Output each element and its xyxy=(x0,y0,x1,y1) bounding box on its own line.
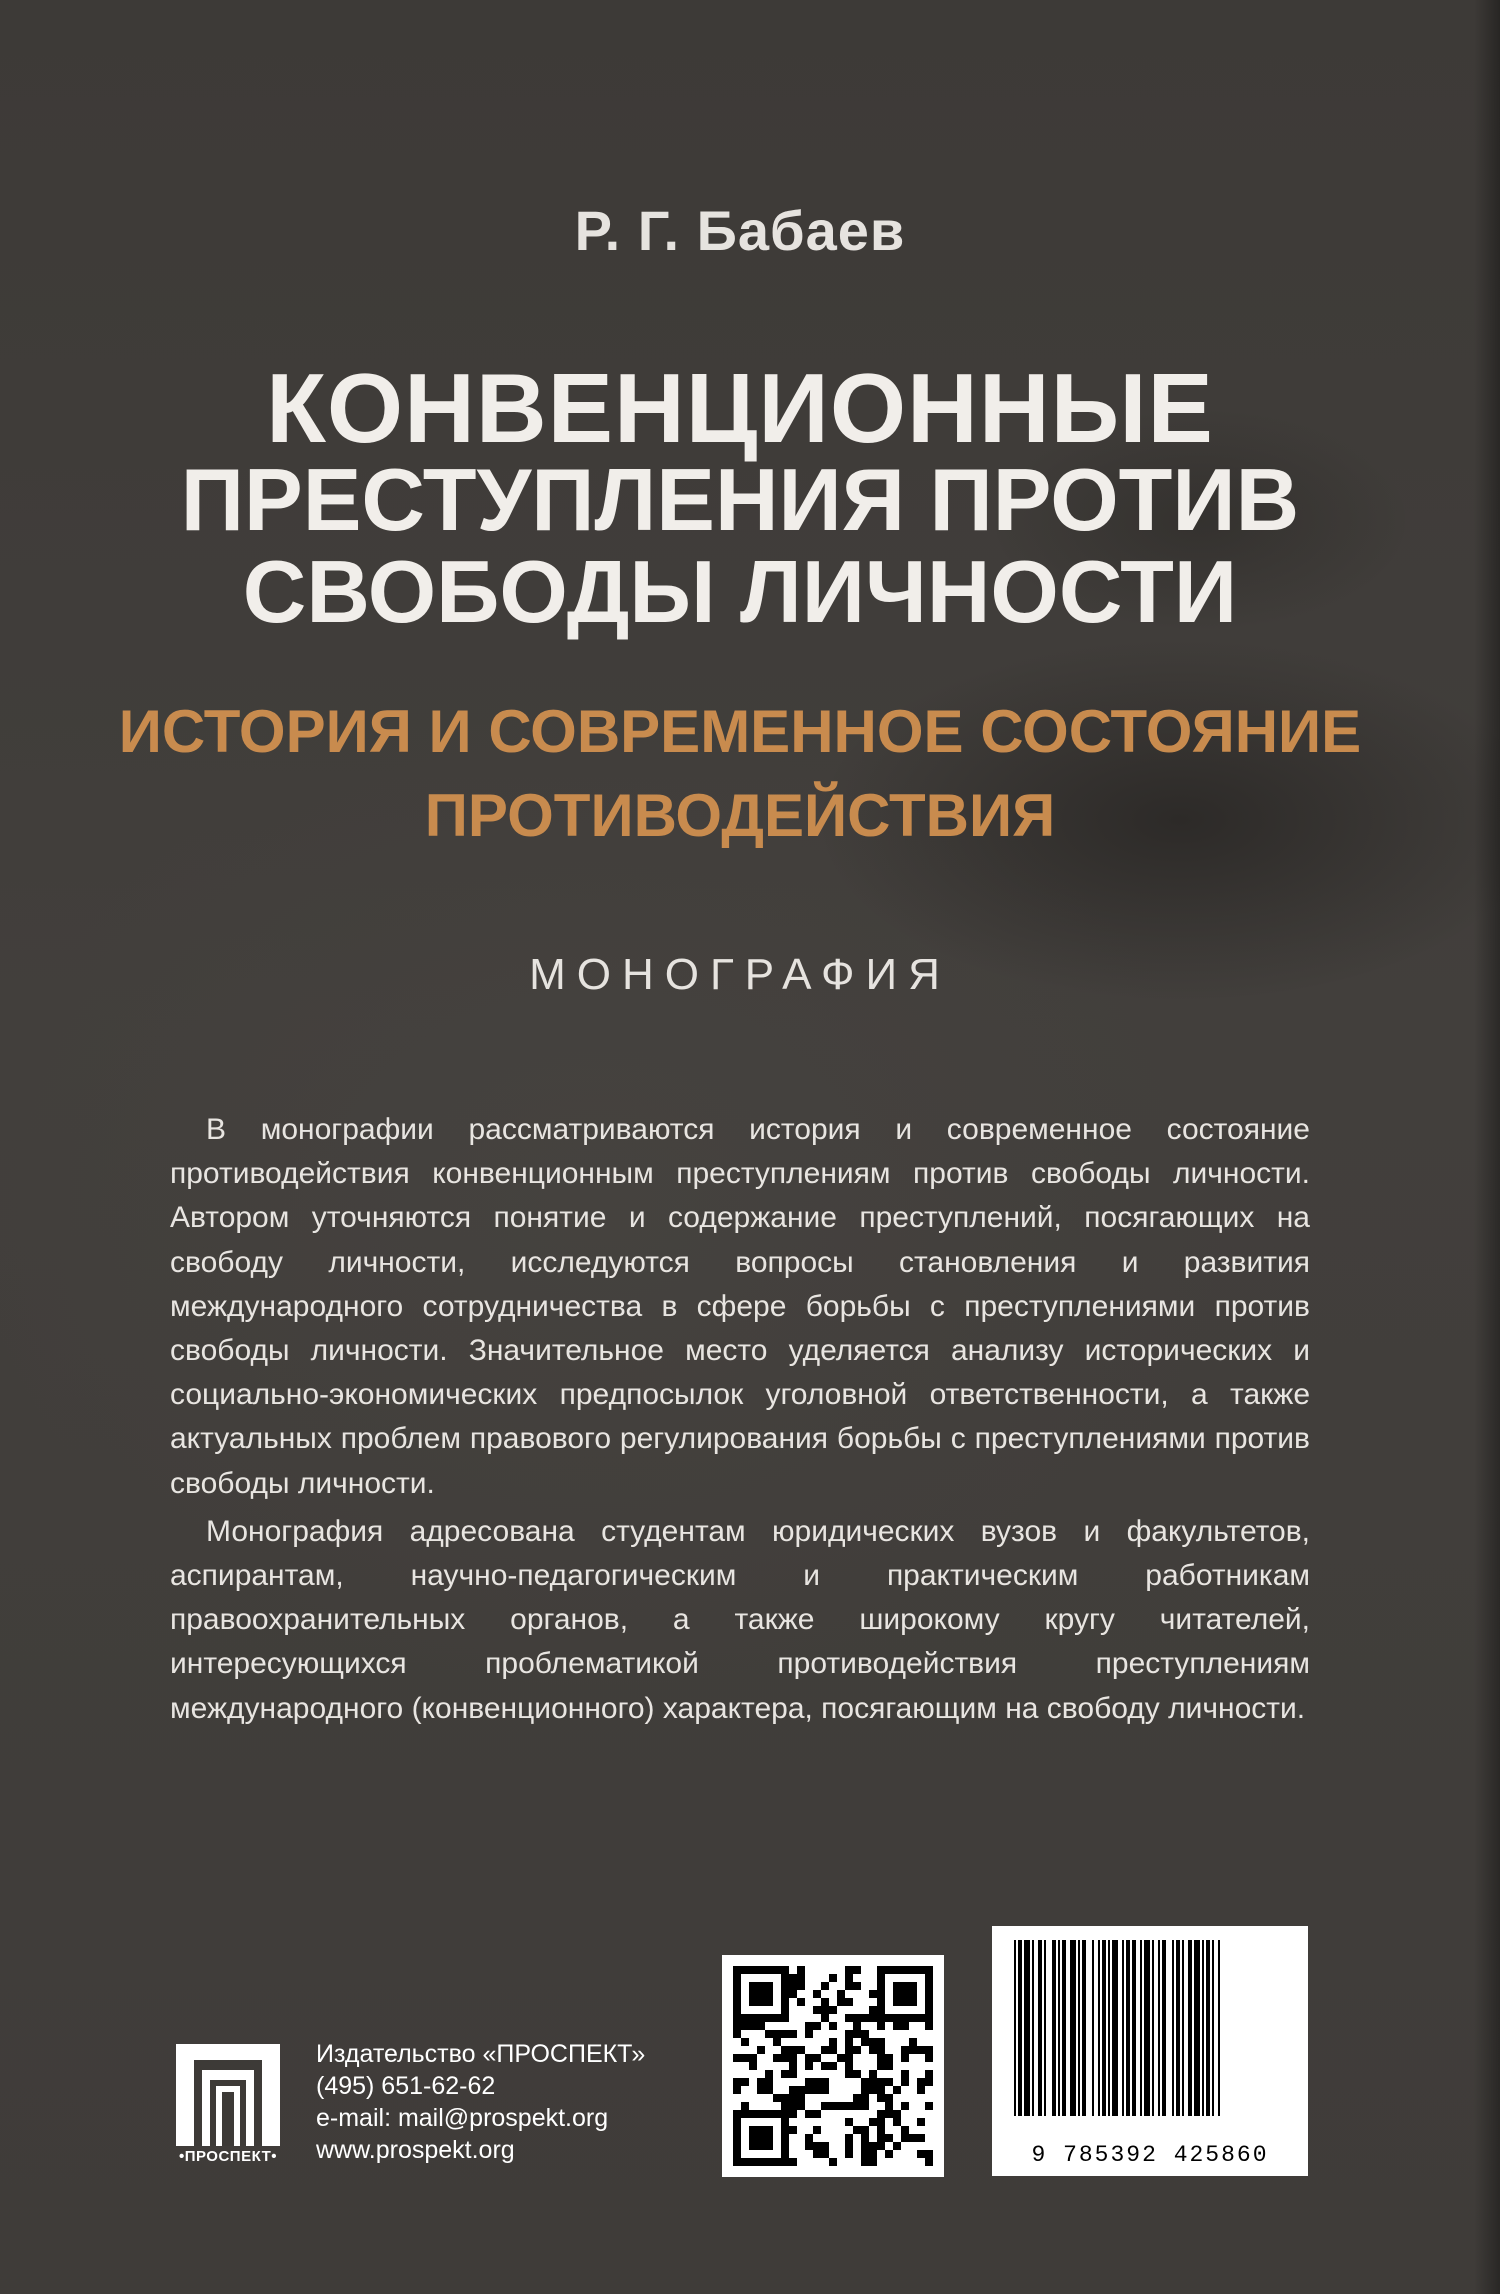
book-subtitle xyxy=(0,690,1480,858)
barcode-icon xyxy=(992,1926,1308,2126)
qr-code-icon xyxy=(722,1955,944,2177)
publisher-logo xyxy=(162,2040,294,2170)
annotation-paragraph: Монография адресована студентам юридических вузов и факультетов, аспирантам, научно-педагогическим и практическим работникам правоохранительных органов, а также широкому кругу читателей, интересующихся проблематикой противодействия преступлениям международного (конвенционного) характера, посягающим на свободу личности. xyxy=(170,1514,1310,1725)
subtitle-line: ПРОТИВОДЕЙСТВИЯ xyxy=(424,782,1056,849)
subtitle-line: ИСТОРИЯ И СОВРЕМЕННОЕ СОСТОЯНИЕ xyxy=(118,698,1362,765)
title-line: ПРЕСТУПЛЕНИЯ ПРОТИВ xyxy=(180,450,1300,549)
book-title xyxy=(0,353,1480,641)
annotation-paragraph: В монографии рассматриваются история и современное состояние противодействия конвенционным преступлениям против свободы личности. Автором уточняются понятие и содержание преступлений, посягающих на свободу личности, исследуются вопросы становления и развития международного сотрудничества в сфере борьбы с преступлениями против свободы личности. Значительное место уделяется анализу исторических и социально-экономических предпосылок уголовной ответственности, а также актуальных проблем правового регулирования борьбы с преступлениями против свободы личности. xyxy=(170,1113,1310,1500)
prospekt-gate-icon xyxy=(162,2040,294,2150)
publisher-name: Издательство «ПРОСПЕКТ» xyxy=(316,2040,646,2068)
barcode-digits: 9 785392 425860 xyxy=(1031,2142,1269,2168)
author-name: Р. Г. Бабаев xyxy=(574,199,906,262)
qr-code xyxy=(722,1955,944,2177)
book-annotation xyxy=(170,1108,1310,1735)
publisher-website: www.prospekt.org xyxy=(316,2136,515,2164)
publisher-email: e-mail: mail@prospekt.org xyxy=(316,2104,609,2132)
book-genre: МОНОГРАФИЯ xyxy=(529,950,951,999)
publisher-phone: (495) 651-62-62 xyxy=(316,2072,496,2100)
title-line: СВОБОДЫ ЛИЧНОСТИ xyxy=(242,542,1238,641)
isbn-barcode xyxy=(992,1926,1308,2176)
title-line: КОНВЕНЦИОННЫЕ xyxy=(266,353,1214,463)
logo-label: •ПРОСПЕКТ• xyxy=(178,2148,278,2165)
publisher-info xyxy=(316,2038,645,2166)
